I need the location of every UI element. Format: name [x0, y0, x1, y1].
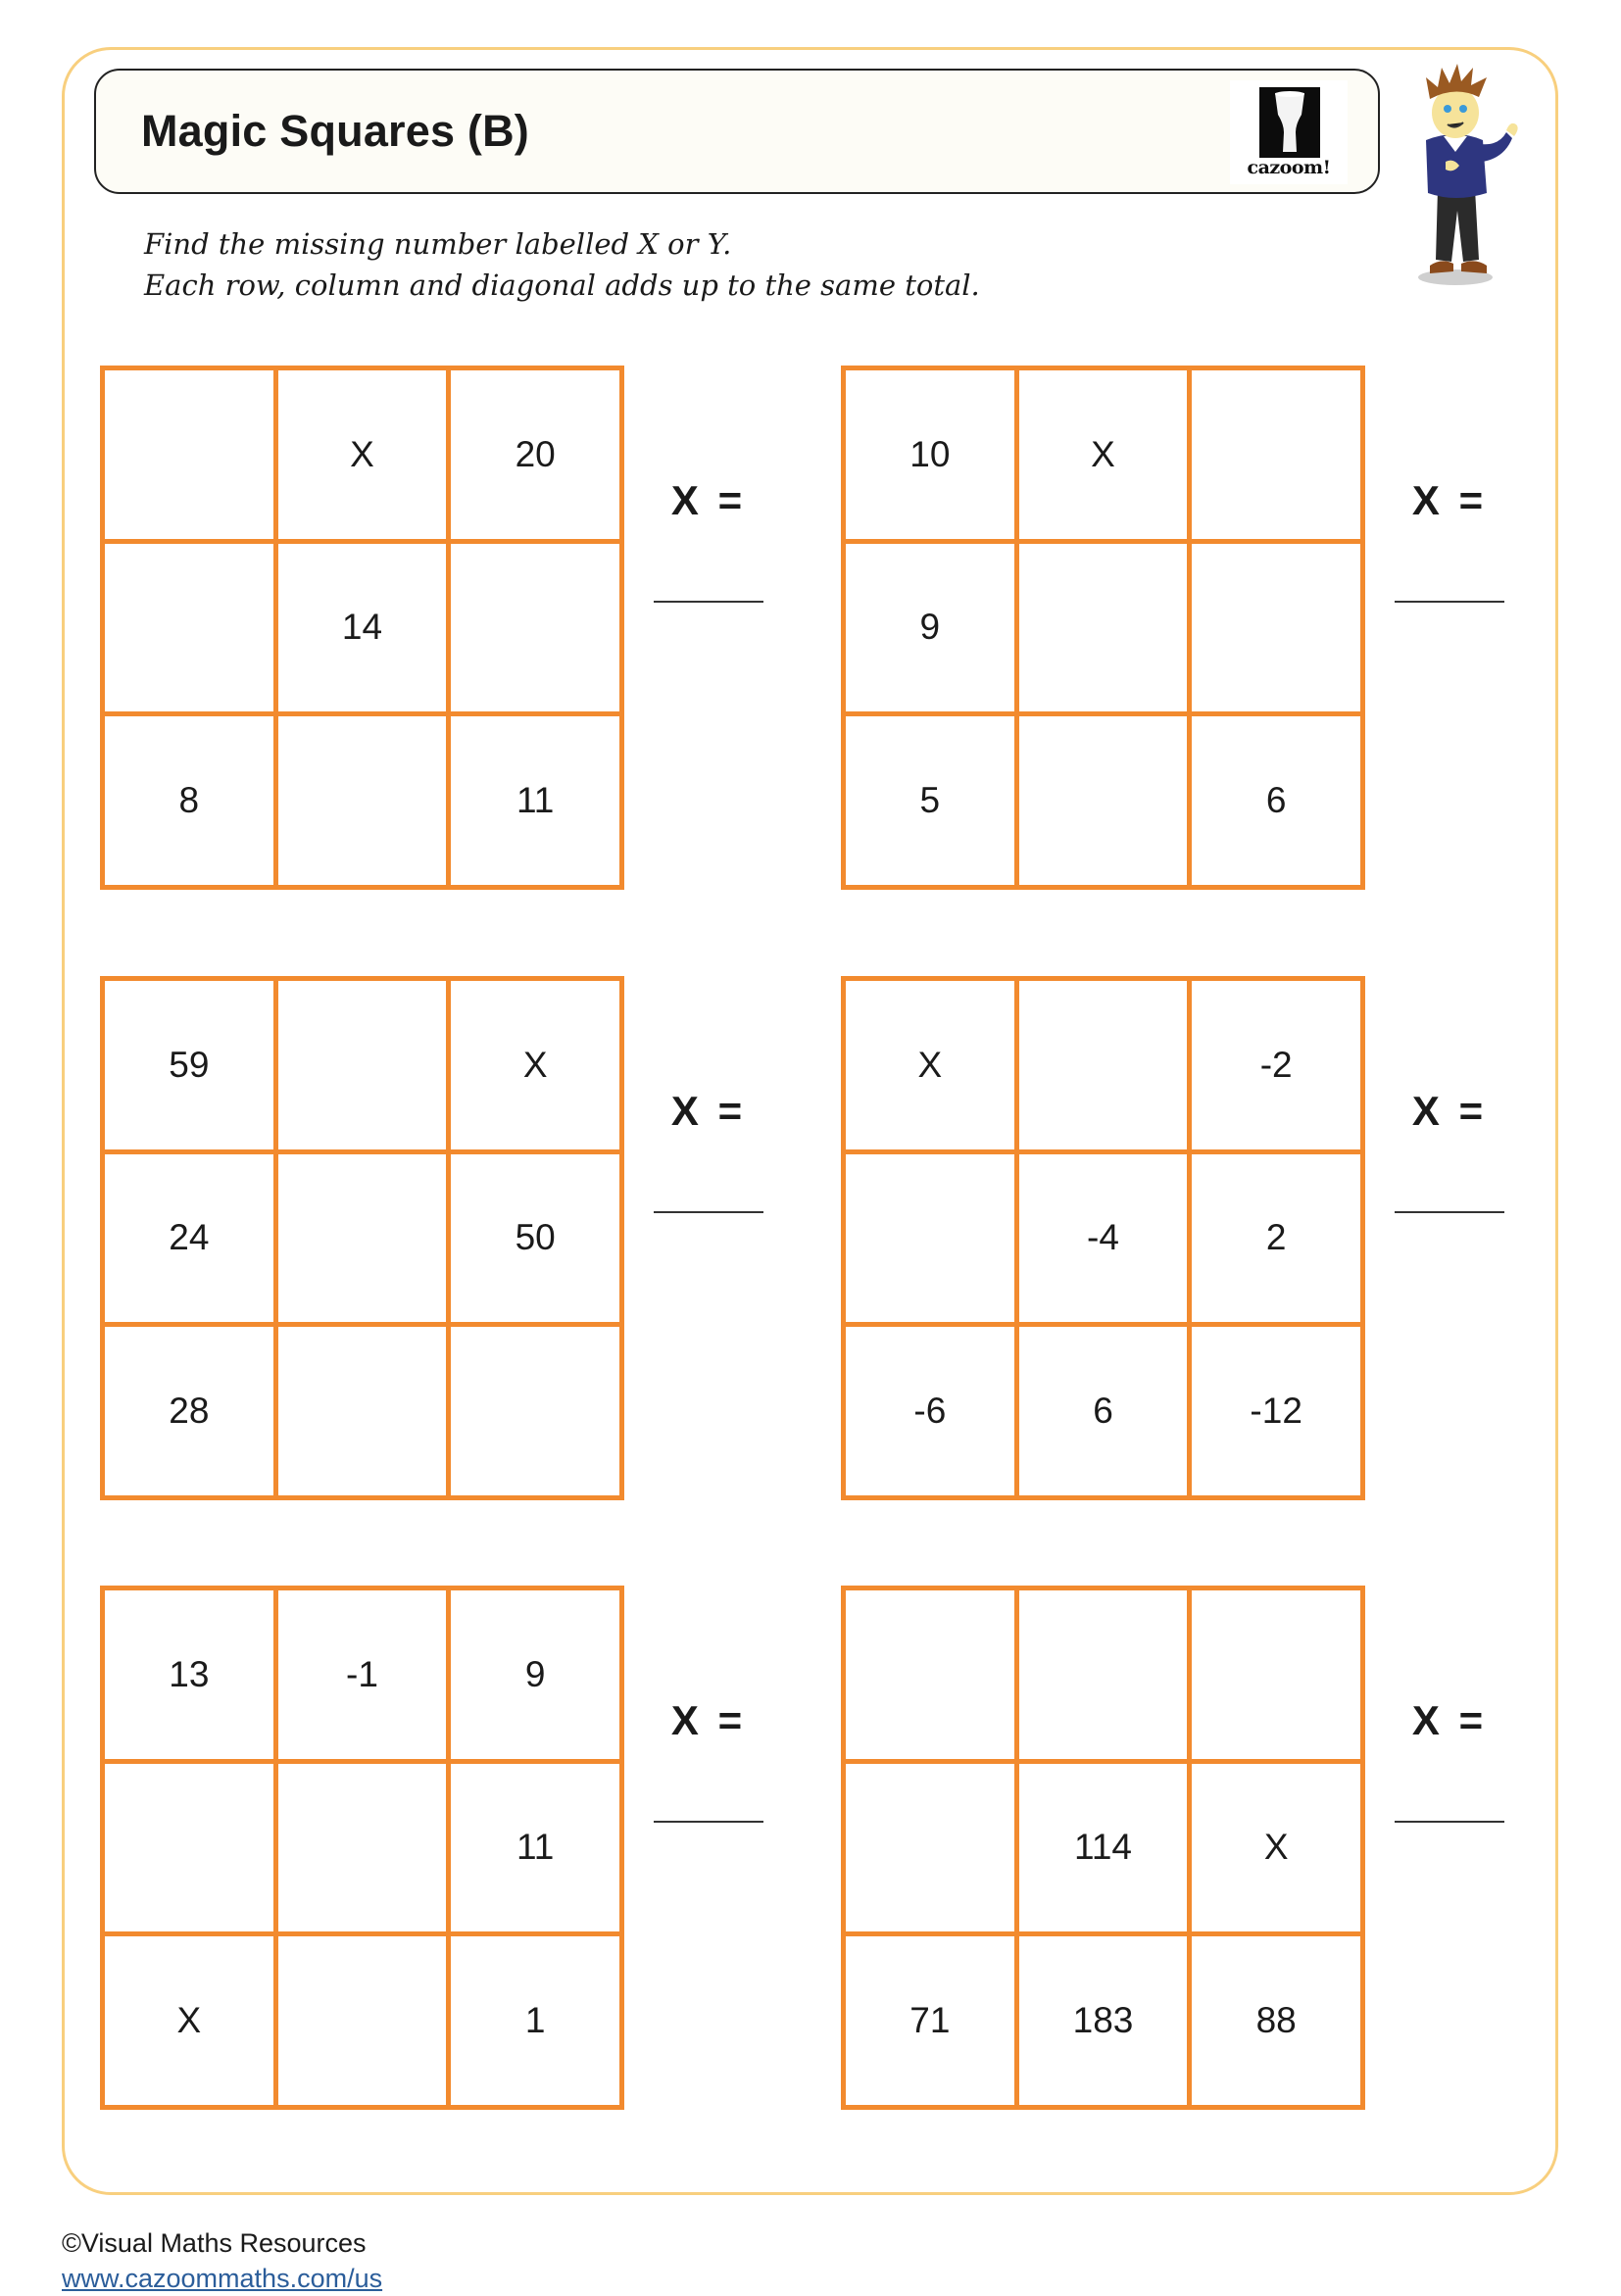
magic-square-6	[841, 1586, 1365, 2110]
cell: 6	[1192, 716, 1360, 885]
cell: X	[846, 981, 1014, 1149]
cell: 114	[1019, 1764, 1188, 1932]
answer-label: X =	[1411, 1088, 1488, 1134]
cell: 183	[1019, 1936, 1188, 2105]
cell: 11	[451, 716, 619, 885]
cell	[451, 1327, 619, 1495]
answer-blank[interactable]	[654, 1821, 763, 1823]
cell: 2	[1192, 1154, 1360, 1323]
answer-4	[1395, 1088, 1504, 1254]
cell	[846, 1764, 1014, 1932]
website-link[interactable]: www.cazoommaths.com/us	[62, 2264, 383, 2293]
cell: 11	[451, 1764, 619, 1932]
answer-3	[654, 1088, 763, 1254]
cell	[278, 1327, 447, 1495]
cell: 14	[278, 544, 447, 712]
cell	[1019, 981, 1188, 1149]
page-title: Magic Squares (B)	[141, 106, 529, 156]
cell: 9	[451, 1590, 619, 1759]
magic-square-2	[841, 366, 1365, 890]
cell: X	[278, 370, 447, 539]
answer-blank[interactable]	[654, 601, 763, 603]
cell	[105, 370, 273, 539]
copyright-text: ©Visual Maths Resources	[62, 2228, 367, 2258]
cell: X	[451, 981, 619, 1149]
cell: -1	[278, 1590, 447, 1759]
cell: 5	[846, 716, 1014, 885]
cell: 71	[846, 1936, 1014, 2105]
logo-text: cazoom!	[1247, 157, 1331, 178]
cell: 9	[846, 544, 1014, 712]
answer-blank[interactable]	[1395, 1211, 1504, 1213]
cell	[846, 1590, 1014, 1759]
cell: 6	[1019, 1327, 1188, 1495]
cell: 20	[451, 370, 619, 539]
cell: 28	[105, 1327, 273, 1495]
drum-icon	[1259, 87, 1320, 158]
cell: 1	[451, 1936, 619, 2105]
cell: 50	[451, 1154, 619, 1323]
cell	[105, 1764, 273, 1932]
cell: X	[105, 1936, 273, 2105]
cell: 24	[105, 1154, 273, 1323]
magic-square-4	[841, 976, 1365, 1500]
cell	[1019, 716, 1188, 885]
cell	[1019, 1590, 1188, 1759]
cell: -6	[846, 1327, 1014, 1495]
cell: -12	[1192, 1327, 1360, 1495]
answer-2	[1395, 477, 1504, 644]
cell	[1192, 544, 1360, 712]
instruction-line-2: Each row, column and diagonal adds up to the same total.	[144, 269, 980, 302]
cell	[278, 1764, 447, 1932]
magic-square-3	[100, 976, 624, 1500]
mascot-illustration	[1397, 64, 1524, 289]
answer-5	[654, 1697, 763, 1864]
cell	[1019, 544, 1188, 712]
cell	[105, 544, 273, 712]
answer-blank[interactable]	[1395, 601, 1504, 603]
magic-square-1	[100, 366, 624, 890]
answer-label: X =	[670, 477, 747, 523]
answer-6	[1395, 1697, 1504, 1864]
answer-blank[interactable]	[654, 1211, 763, 1213]
magic-square-5	[100, 1586, 624, 2110]
cell	[451, 544, 619, 712]
cell	[278, 716, 447, 885]
instruction-line-1: Find the missing number labelled X or Y.	[144, 227, 732, 261]
answer-label: X =	[1411, 1697, 1488, 1743]
cell	[1192, 1590, 1360, 1759]
answer-1	[654, 477, 763, 644]
answer-label: X =	[670, 1088, 747, 1134]
answer-label: X =	[1411, 477, 1488, 523]
cell: -4	[1019, 1154, 1188, 1323]
cell: 88	[1192, 1936, 1360, 2105]
cell	[278, 981, 447, 1149]
cell	[278, 1936, 447, 2105]
cell	[278, 1154, 447, 1323]
answer-label: X =	[670, 1697, 747, 1743]
cell	[1192, 370, 1360, 539]
cell: 10	[846, 370, 1014, 539]
answer-blank[interactable]	[1395, 1821, 1504, 1823]
cell: X	[1019, 370, 1188, 539]
cazoom-logo	[1230, 80, 1348, 184]
cell: -2	[1192, 981, 1360, 1149]
instructions	[144, 223, 980, 306]
footer	[62, 2225, 382, 2296]
title-box	[94, 69, 1380, 194]
cell: X	[1192, 1764, 1360, 1932]
cell: 13	[105, 1590, 273, 1759]
cell: 59	[105, 981, 273, 1149]
cell	[846, 1154, 1014, 1323]
cell: 8	[105, 716, 273, 885]
